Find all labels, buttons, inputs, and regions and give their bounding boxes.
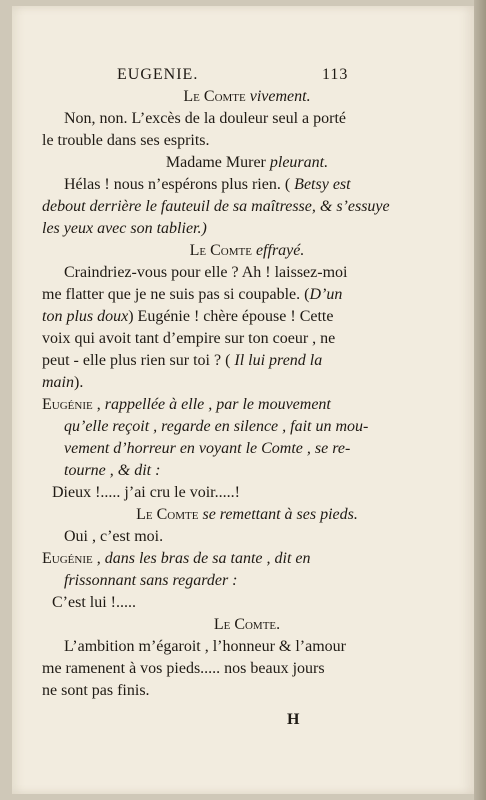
dialogue-line: Dieux !..... j’ai cru le voir.....! xyxy=(52,484,240,501)
dialogue-line: Oui , c’est moi. xyxy=(64,528,164,545)
stage-direction-line: qu’elle reçoit , regarde en silence , fait un mou- xyxy=(64,418,369,435)
stage-direction-line: frissonnant sans regarder : xyxy=(64,572,238,589)
speaker-with-direction: Eugénie , dans les bras de sa tante , dit en xyxy=(42,550,311,567)
stage-direction-line: les yeux avec son tablier.) xyxy=(42,220,207,237)
stage-speaker: Le Comte effrayé. xyxy=(189,242,305,259)
stage-speaker: Madame Murer pleurant. xyxy=(165,154,329,171)
stage-direction-line: debout derrière le fauteuil de sa maîtresse, & s’essuye xyxy=(42,198,390,215)
dialogue-line: voix qui avoit tant d’empire sur ton coeur , ne xyxy=(42,330,336,347)
dialogue-line: L’ambition m’égaroit , l’honneur & l’amour xyxy=(64,638,347,655)
stage-speaker: Le Comte. xyxy=(213,616,281,633)
book-page xyxy=(12,6,474,794)
page-gutter-shadow xyxy=(474,0,486,800)
speaker-with-direction: Eugénie , rappellée à elle , par le mouvement xyxy=(42,396,331,413)
dialogue-line: me flatter que je ne suis pas si coupable. (D’un xyxy=(42,286,343,303)
dialogue-line: ton plus doux) Eugénie ! chère épouse ! Cette xyxy=(42,308,334,325)
dialogue-line: main). xyxy=(42,374,84,391)
stage-speaker: Le Comte vivement. xyxy=(183,88,311,105)
dialogue-line: le trouble dans ses esprits. xyxy=(42,132,210,149)
running-head-page-number: 113 xyxy=(322,66,349,83)
running-head-title: EUGENIE. xyxy=(117,66,199,83)
dialogue-line: C’est lui !..... xyxy=(52,594,136,611)
stage-direction-line: vement d’horreur en voyant le Comte , se re- xyxy=(64,440,351,457)
dialogue-line: peut - elle plus rien sur toi ? ( Il lui prend la xyxy=(42,352,323,369)
dialogue-line: Craindriez-vous pour elle ? Ah ! laissez-moi xyxy=(64,264,348,281)
dialogue-line: ne sont pas finis. xyxy=(42,682,150,699)
dialogue-line: me ramenent à vos pieds..... nos beaux jours xyxy=(42,660,325,677)
dialogue-line: Hélas ! nous n’espérons plus rien. ( Betsy est xyxy=(64,176,351,193)
stage-speaker: Le Comte se remettant à ses pieds. xyxy=(136,506,358,523)
dialogue-line: Non, non. L’excès de la douleur seul a porté xyxy=(64,110,346,127)
stage-direction-line: tourne , & dit : xyxy=(64,462,161,479)
signature-mark: H xyxy=(287,711,300,728)
